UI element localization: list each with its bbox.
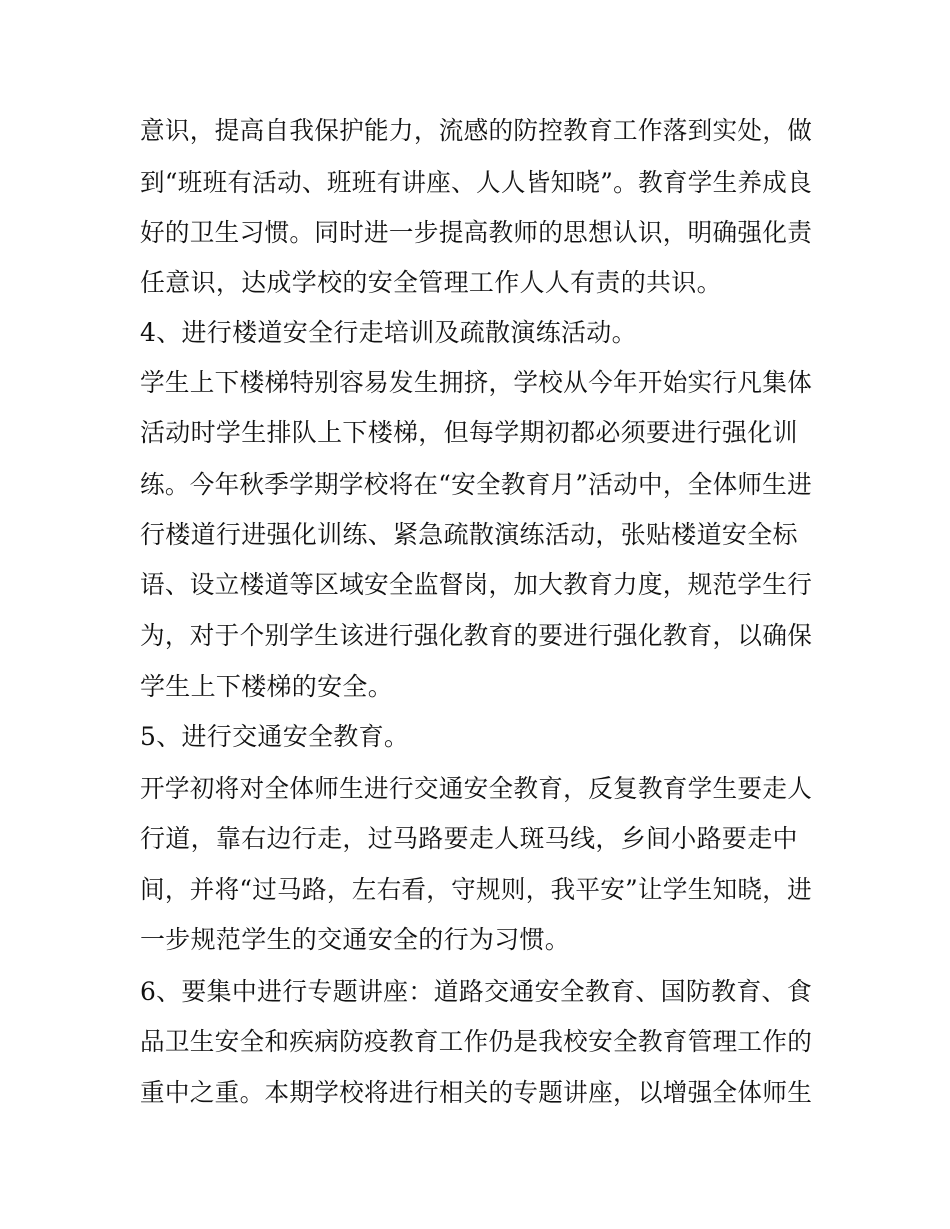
- section-heading-6: 6、要集中进行专题讲座：道路交通安全教育、国防教育、食: [140, 977, 812, 1006]
- text-line: 品卫生安全和疾病防疫教育工作仍是我校安全教育管理工作的: [140, 1027, 813, 1056]
- text-line: 一步规范学生的交通安全的行为习惯。: [140, 925, 571, 954]
- text-line: 为，对于个别学生该进行强化教育的要进行强化教育，以确保: [140, 621, 813, 650]
- text-line: 好的卫生习惯。同时进一步提高教师的思想认识，明确强化责: [140, 218, 813, 247]
- text-line: 间，并将“过马路，左右看，守规则，我平安”让学生知晓，进: [140, 875, 812, 904]
- text-line: 行楼道行进强化训练、紧急疏散演练活动，张贴楼道安全标: [140, 520, 798, 549]
- text-line: 学生上下楼梯特别容易发生拥挤，学校从今年开始实行凡集体: [140, 368, 813, 397]
- text-line: 到“班班有活动、班班有讲座、人人皆知晓”。教育学生养成良: [140, 168, 812, 197]
- text-line: 语、设立楼道等区域安全监督岗，加大教育力度，规范学生行: [140, 570, 813, 599]
- text-line: 意识，提高自我保护能力，流感的防控教育工作落到实处，做: [140, 116, 813, 145]
- text-line: 开学初将对全体师生进行交通安全教育，反复教育学生要走人: [140, 774, 813, 803]
- text-line: 重中之重。本期学校将进行相关的专题讲座，以增强全体师生: [140, 1078, 813, 1107]
- text-line: 学生上下楼梯的安全。: [140, 672, 394, 701]
- text-line: 行道，靠右边行走，过马路要走人斑马线，乡间小路要走中: [140, 824, 798, 853]
- text-line: 练。今年秋季学期学校将在“安全教育月”活动中，全体师生进: [140, 470, 812, 499]
- text-line: 活动时学生排队上下楼梯，但每学期初都必须要进行强化训: [140, 418, 798, 447]
- text-line: 任意识，达成学校的安全管理工作人人有责的共识。: [140, 268, 722, 297]
- section-heading-5: 5、进行交通安全教育。: [140, 722, 410, 751]
- section-heading-4: 4、进行楼道安全行走培训及疏散演练活动。: [140, 318, 637, 347]
